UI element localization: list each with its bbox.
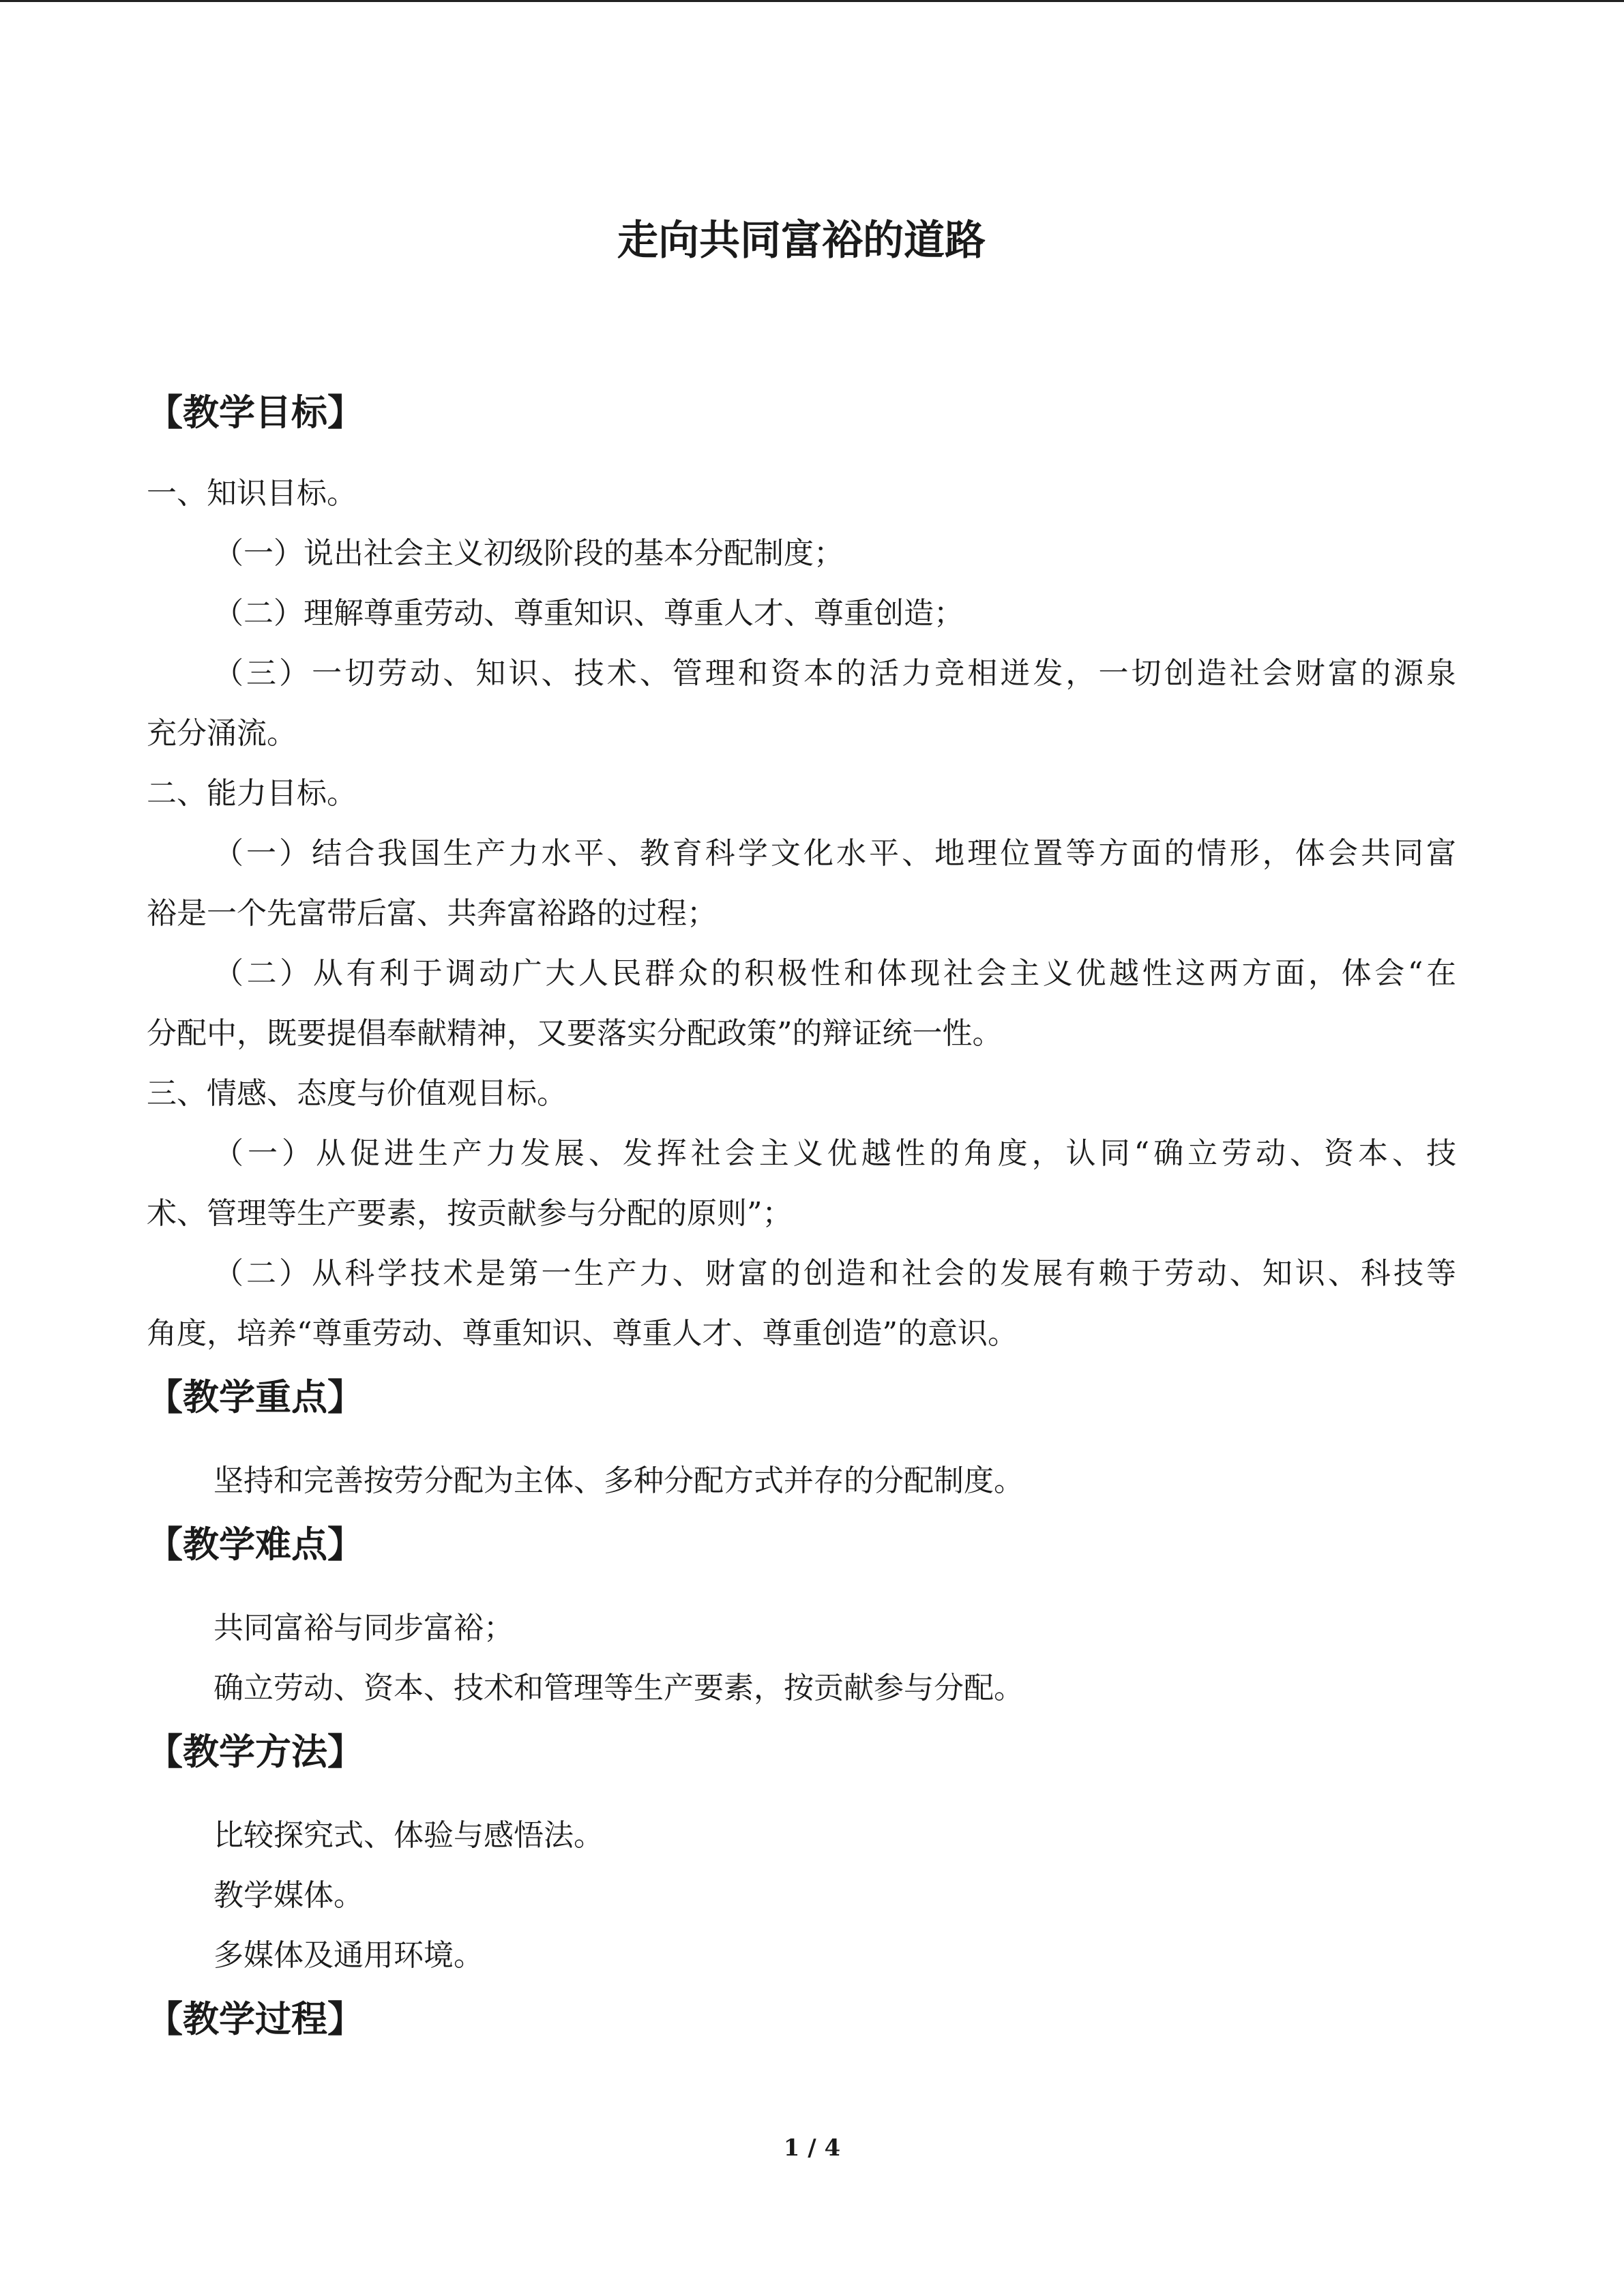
knowledge-item-3-line-2: 充分涌流。 bbox=[147, 716, 297, 751]
ability-item-1-line-1: （一）结合我国生产力水平、教育科学文化水平、地理位置等方面的情形，体会共同富 bbox=[213, 836, 1456, 871]
emotion-item-2-line-2: 角度，培养“尊重劳动、尊重知识、尊重人才、尊重创造”的意识。 bbox=[147, 1316, 1018, 1351]
difficulty-1: 共同富裕与同步富裕； bbox=[213, 1611, 514, 1645]
ability-item-1-line-2: 裕是一个先富带后富、共奔富裕路的过程； bbox=[147, 896, 717, 931]
heading-methods: 【教学方法】 bbox=[147, 1731, 364, 1773]
knowledge-item-1: （一）说出社会主义初级阶段的基本分配制度； bbox=[213, 536, 844, 571]
heading-difficulties: 【教学难点】 bbox=[147, 1524, 364, 1566]
top-border-line bbox=[0, 0, 1624, 2]
knowledge-objectives-title: 一、知识目标。 bbox=[147, 476, 357, 511]
method-3: 多媒体及通用环境。 bbox=[213, 1938, 484, 1973]
ability-item-2-line-2: 分配中，既要提倡奉献精神，又要落实分配政策”的辩证统一性。 bbox=[147, 1016, 1003, 1051]
knowledge-item-2: （二）理解尊重劳动、尊重知识、尊重人才、尊重创造； bbox=[213, 596, 964, 631]
emotion-item-1-line-1: （一）从促进生产力发展、发挥社会主义优越性的角度，认同“确立劳动、资本、技 bbox=[213, 1136, 1456, 1171]
emotion-item-2-line-1: （二）从科学技术是第一生产力、财富的创造和社会的发展有赖于劳动、知识、科技等 bbox=[213, 1256, 1456, 1291]
key-point-1: 坚持和完善按劳分配为主体、多种分配方式并存的分配制度。 bbox=[213, 1463, 1024, 1498]
method-1: 比较探究式、体验与感悟法。 bbox=[213, 1818, 604, 1853]
heading-process: 【教学过程】 bbox=[147, 1999, 364, 2040]
difficulty-2: 确立劳动、资本、技术和管理等生产要素，按贡献参与分配。 bbox=[213, 1671, 1024, 1705]
method-2: 教学媒体。 bbox=[213, 1878, 364, 1913]
document-title: 走向共同富裕的道路 bbox=[617, 217, 986, 265]
emotion-item-1-line-2: 术、管理等生产要素，按贡献参与分配的原则”； bbox=[147, 1196, 793, 1231]
ability-objectives-title: 二、能力目标。 bbox=[147, 776, 357, 811]
heading-key-points: 【教学重点】 bbox=[147, 1377, 364, 1418]
ability-item-2-line-1: （二）从有利于调动广大人民群众的积极性和体现社会主义优越性这两方面，体会“在 bbox=[213, 956, 1456, 991]
heading-teaching-objectives: 【教学目标】 bbox=[147, 392, 364, 434]
page-number: 1 / 4 bbox=[783, 2134, 841, 2162]
knowledge-item-3-line-1: （三）一切劳动、知识、技术、管理和资本的活力竞相迸发，一切创造社会财富的源泉 bbox=[213, 656, 1456, 691]
emotion-objectives-title: 三、情感、态度与价值观目标。 bbox=[147, 1076, 567, 1111]
